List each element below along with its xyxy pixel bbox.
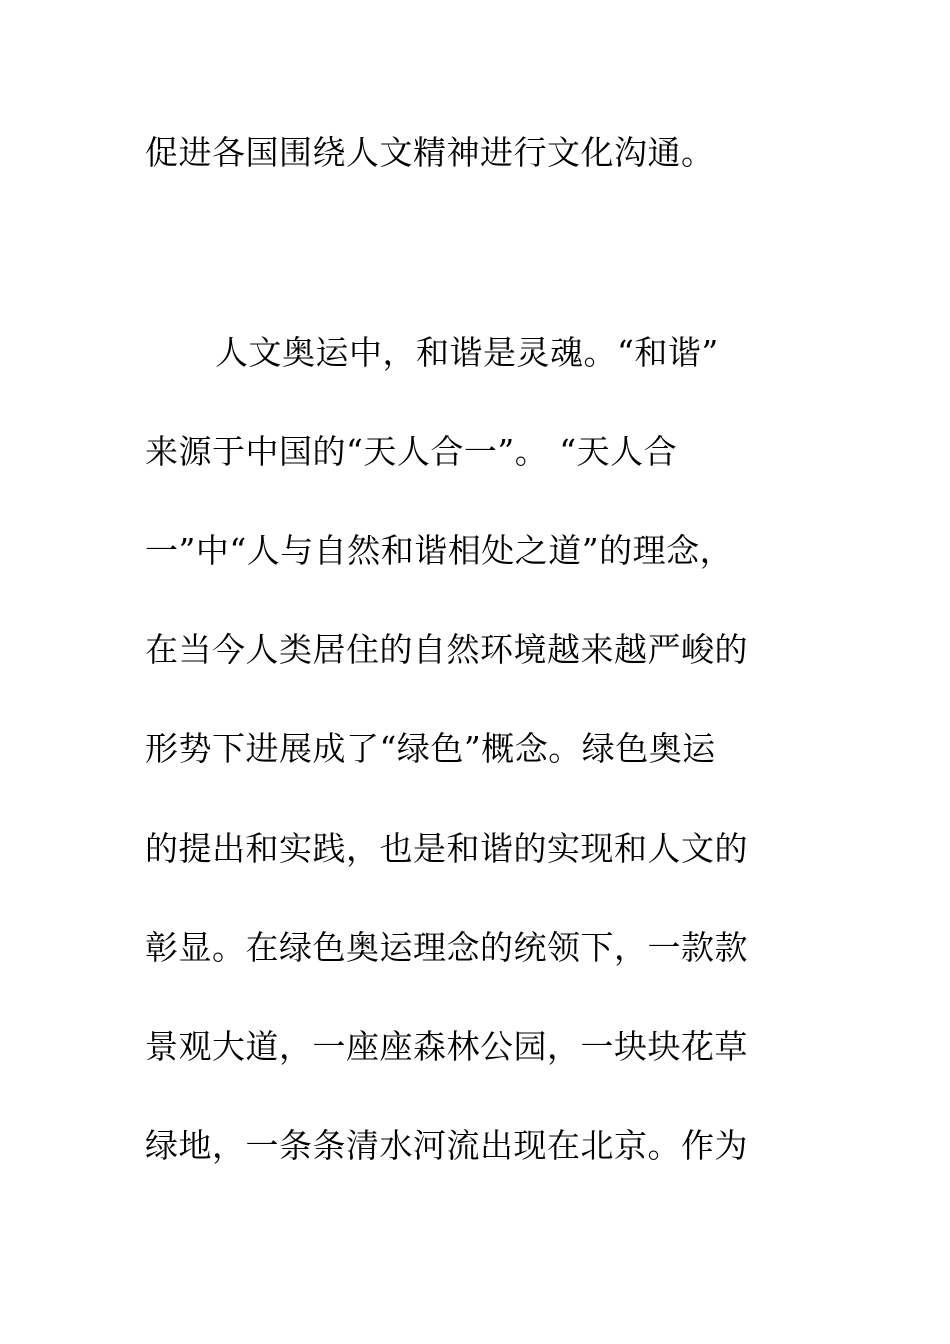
paragraph-2-line-7: 彰显。在绿色奥运理念的统领下，一款款 bbox=[145, 928, 748, 967]
paragraph-2-line-8: 景观大道，一座座森林公园，一块块花草 bbox=[145, 1027, 748, 1066]
paragraph-2-line-3: 一”中“人与自然和谐相处之道”的理念， bbox=[145, 531, 734, 570]
paragraph-2-line-2: 来源于中国的“天人合一”。 “天人合 bbox=[145, 432, 678, 471]
paragraph-2-line-9: 绿地，一条条清水河流出现在北京。作为 bbox=[145, 1126, 748, 1165]
paragraph-2-line-1: 人文奥运中，和谐是灵魂。“和谐” bbox=[215, 333, 719, 372]
paragraph-2-line-4: 在当今人类居住的自然环境越来越严峻的 bbox=[145, 630, 748, 669]
paragraph-1-line-1: 促进各国围绕人文精神进行文化沟通。 bbox=[145, 133, 715, 172]
paragraph-2-line-5: 形势下进展成了“绿色”概念。绿色奥运 bbox=[145, 729, 716, 768]
paragraph-2-line-6: 的提出和实践，也是和谐的实现和人文的 bbox=[145, 829, 748, 868]
